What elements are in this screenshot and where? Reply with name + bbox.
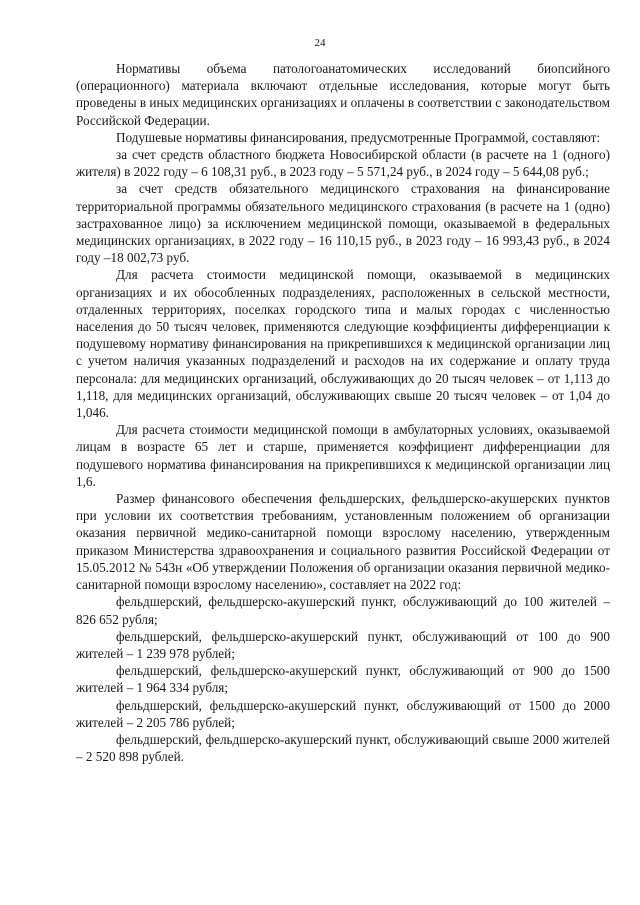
paragraph-per-capita-intro: Подушевые нормативы финансирования, предусмотренные Программой, составляют:	[116, 129, 601, 145]
list-item-fap-over-2000: фельдшерский, фельдшерско-акушерский пункт, обслуживающий свыше 2000 жителей – 2 520 898 рублей.	[76, 731, 610, 765]
paragraph-regional-budget: за счет средств областного бюджета Новосибирской области (в расчете на 1 (одного) жителя) в 2022 году – 6 108,31 руб., в 2023 году – 5 571,24 руб., в 2024 году – 5 644,08 руб.;	[76, 147, 610, 180]
list-item-fap-1500-2000: фельдшерский, фельдшерско-акушерский пункт, обслуживающий от 1500 до 2000 жителей – 2 205 786 рублей;	[76, 697, 610, 730]
list-item-fap-up-to-100: фельдшерский, фельдшерско-акушерский пункт, обслуживающий до 100 жителей – 826 652 рубля;	[76, 594, 610, 627]
paragraph-elderly-coefficient: Для расчета стоимости медицинской помощи в амбулаторных условиях, оказываемой лицам в возрасте 65 лет и старше, применяется коэффициент дифференциации для подушевого норматива финансирования на прикрепившихся к медицинской организации лиц 1,6.	[76, 422, 610, 489]
page-number: 24	[314, 37, 326, 49]
paragraph-fap-funding-intro: Размер финансового обеспечения фельдшерских, фельдшерско-акушерских пунктов при условии их соответствия требованиям, установленным положением об организации оказания первичной медико-санитарной помощи взрослому населению, утвержденным приказом Министерства здравоохранения и социального развития Российской Федерации от 15.05.2012 № 543н «Об утверждении Положения об организации оказания первичной медико-санитарной помощи взрослому населению», составляет на 2022 год:	[76, 491, 610, 593]
list-item-fap-100-900: фельдшерский, фельдшерско-акушерский пункт, обслуживающий от 100 до 900 жителей – 1 239 978 рублей;	[76, 628, 610, 661]
paragraph-oms-funding: за счет средств обязательного медицинского страхования на финансирование территориальной программы обязательного медицинского страхования (в расчете на 1 (одно) застрахованное лицо) за исключением медицинской помощи, оказываемой в федеральных медицинских организациях, в 2022 году – 16 110,15 руб., в 2023 году – 16 993,43 руб., в 2024 году –18 002,73 руб.	[76, 181, 610, 266]
document-body	[76, 60, 610, 765]
paragraph-rural-coefficients: Для расчета стоимости медицинской помощи, оказываемой в медицинских организациях и их обособленных подразделениях, расположенных в сельской местности, отдаленных территориях, поселках городского типа и малых городах с численностью населения до 50 тысяч человек, применяются следующие коэффициенты дифференциации к подушевому нормативу финансирования на прикрепившихся к медицинской организации лиц с учетом наличия указанных подразделений и расходов на их содержание и оплату труда персонала: для медицинских организаций, обслуживающих до 20 тысяч человек – от 1,113 до 1,118, для медицинских организаций, обслуживающих свыше 20 тысяч человек – от 1,04 до 1,046.	[76, 267, 610, 421]
paragraph-patology-norms: Нормативы объема патологоанатомических исследований биопсийного (операционного) материала включают отдельные исследования, которые могут быть проведены в иных медицинских организациях и оплачены в соответствии с законодательством Российской Федерации.	[76, 61, 610, 128]
list-item-fap-900-1500: фельдшерский, фельдшерско-акушерский пункт, обслуживающий от 900 до 1500 жителей – 1 964 334 рубля;	[76, 663, 610, 696]
